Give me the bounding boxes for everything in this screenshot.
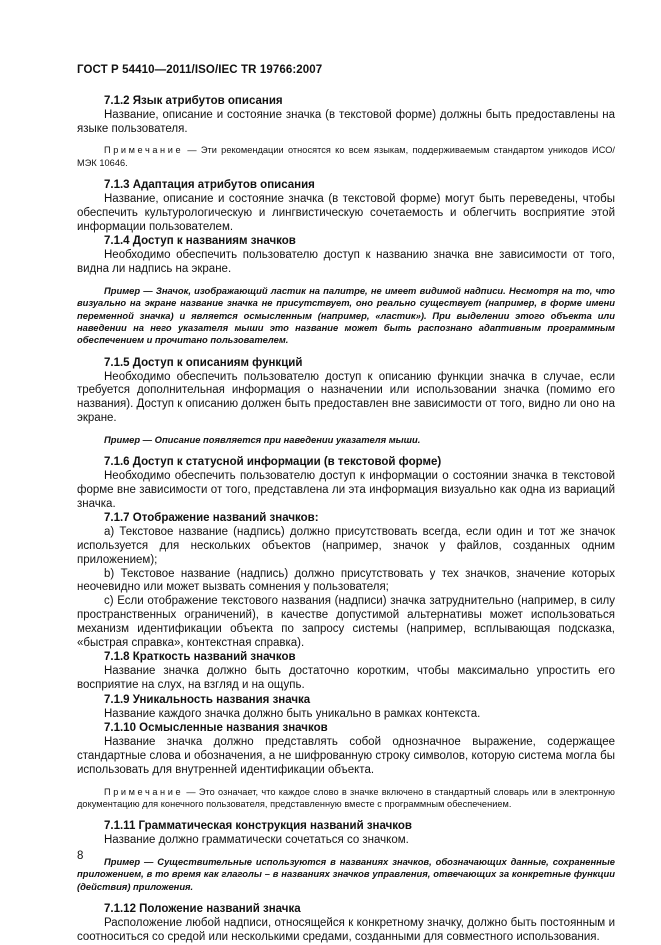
document-header: ГОСТ Р 54410—2011/ISO/IEC TR 19766:2007	[77, 64, 323, 76]
note	[77, 786, 615, 811]
section-heading-7-1-4: 7.1.4 Доступ к названиям значков	[104, 235, 296, 248]
paragraph: Необходимо обеспечить пользователю доступ к информации о состоянии значка в текстовой форме вне зависимости от того, представлена ли эта информация визуально как одна из вариаций значка.	[77, 470, 615, 510]
paragraph: Расположение любой надписи, относящейся к конкретному значку, должно быть постоянным и соотноситься со средой или несколькими средами, созданными для совместного использования.	[77, 916, 615, 943]
list-item: b) Текстовое название (надпись) должно присутствовать у тех значков, значение которых неочевидно или может вызвать сомнения у пользователя;	[77, 567, 615, 594]
document-body	[77, 94, 615, 945]
section-heading-7-1-9: 7.1.9 Уникальность названия значка	[104, 693, 311, 706]
section-heading-7-1-10: 7.1.10 Осмысленные названия значков	[104, 722, 328, 735]
page-number: 8	[77, 850, 84, 862]
paragraph: Название значка должно представлять собой однозначное выражение, содержащее стандартные слова и обозначения, а не шифрованную строку символов, которую система могла бы использовать для внутренней идентификации объекта.	[77, 736, 615, 776]
section-heading-7-1-7: 7.1.7 Отображение названий значков:	[104, 512, 319, 525]
paragraph: Название значка должно быть достаточно коротким, чтобы максимально упростить его восприятие на слух, на взгляд и на ощупь.	[77, 665, 615, 691]
section-heading-7-1-5: 7.1.5 Доступ к описаниям функций	[104, 356, 303, 369]
paragraph: Название должно грамматически сочетаться со значком.	[104, 834, 409, 847]
section-heading-7-1-2: 7.1.2 Язык атрибутов описания	[104, 95, 283, 107]
paragraph: Название, описание и состояние значка (в текстовой форме) должны быть предоставлены на языке пользователя.	[77, 108, 615, 135]
note	[77, 144, 615, 169]
note-text: — Это означает, что каждое слово в значке включено в стандартный словарь или в электронную документацию для конечного пользователя, представленную вместе с программным обеспечением.	[77, 786, 615, 809]
example: Пример — Значок, изображающий ластик на палитре, не имеет видимой надписи. Несмотря на то, что визуально на экране название значка не присутствует, оно реально существует (например, в форме имени переменной значка) и является осмысленным (например, «ластик»). При выделении этого объекта или наведении на него указателя мыши это название может быть распознано адаптивным программным обеспечением и прочитано пользователем.	[77, 284, 615, 346]
section-heading-7-1-6: 7.1.6 Доступ к статусной информации (в текстовой форме)	[104, 456, 442, 469]
list-item: а) Текстовое название (надпись) должно присутствовать всегда, если один и тот же значок используется для нескольких объектов (например, значок у файлов, созданных одним приложением);	[77, 526, 615, 566]
list-item: с) Если отображение текстового названия (надписи) значка затруднительно (например, в силу пространственных ограничений), в качестве допустимой альтернативы может использоваться механизм идентификации объекта по запросу системы (например, всплывающая подсказка, «быстрая справка», контекстная справка).	[77, 595, 615, 649]
paragraph: Название, описание и состояние значка (в текстовой форме) могут быть переведены, чтобы обеспечить культурологическую и лингвистическую сочетаемость и облегчить восприятие этой информации пользователем.	[77, 193, 615, 233]
section-heading-7-1-8: 7.1.8 Краткость названий значков	[104, 651, 296, 664]
section-heading-7-1-12: 7.1.12 Положение названий значка	[104, 903, 301, 916]
paragraph: Необходимо обеспечить пользователю доступ к названию значка вне зависимости от того, видна ли надпись на экране.	[77, 249, 615, 275]
note-label: Примечание	[104, 786, 184, 797]
paragraph: Необходимо обеспечить пользователю доступ к описанию функции значка в случае, если требуется дополнительная информация о назначении или использовании значка (помимо его названия). Доступ к описанию должен быть предоставлен вне зависимости от того, видно ли оно на экране.	[77, 370, 615, 424]
section-heading-7-1-11: 7.1.11 Грамматическая конструкция названий значков	[104, 820, 412, 833]
paragraph: Название каждого значка должно быть уникально в рамках контекста.	[104, 707, 481, 720]
section-heading-7-1-3: 7.1.3 Адаптация атрибутов описания	[104, 179, 315, 192]
note-label: Примечание	[104, 145, 184, 156]
example: Пример — Существительные используются в названиях значков, обозначающих данные, сохраненные приложением, в то время как глаголы – в названиях значков управления, отвечающих за конкретные функции (действия) приложения.	[77, 855, 615, 892]
example: Пример — Описание появляется при наведении указателя мыши.	[104, 433, 421, 445]
note-text: — Эти рекомендации относятся ко всем языкам, поддерживаемым стандартом уникодов ИСО/МЭК 10646.	[77, 145, 615, 168]
